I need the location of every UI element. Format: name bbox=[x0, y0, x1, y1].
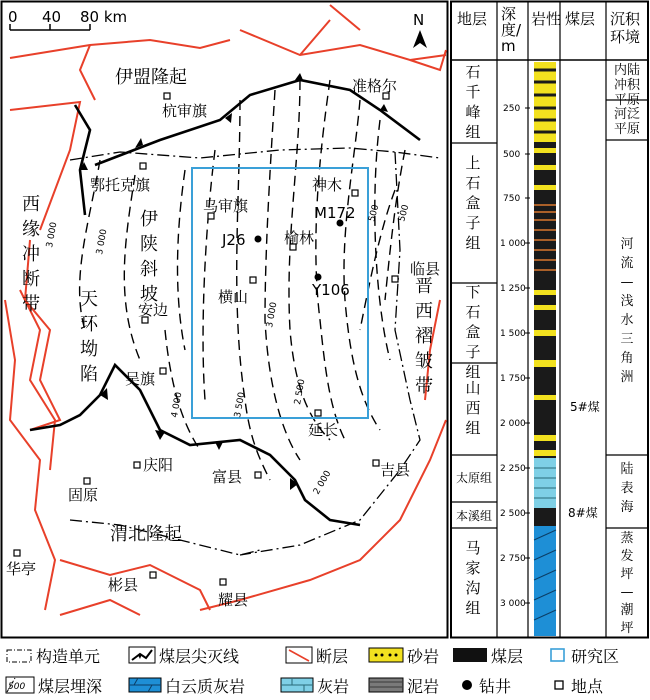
env-epeiric-sea: 陆表海 bbox=[620, 462, 634, 515]
well-m172: M172 bbox=[314, 204, 356, 222]
sandstone-icon bbox=[368, 647, 404, 663]
burial-depth-icon bbox=[5, 676, 35, 694]
svg-text:神木: 神木 bbox=[312, 176, 343, 194]
svg-text:吉县: 吉县 bbox=[380, 461, 411, 479]
svg-text:1 000: 1 000 bbox=[500, 239, 526, 249]
well-icon bbox=[458, 676, 476, 694]
legend-place: 地点 bbox=[550, 674, 603, 696]
svg-text:250: 250 bbox=[503, 104, 521, 114]
depth-tick-labels bbox=[500, 104, 526, 609]
svg-text:安边: 安边 bbox=[138, 301, 169, 319]
svg-text:500: 500 bbox=[367, 203, 382, 223]
svg-text:1 750: 1 750 bbox=[500, 374, 526, 384]
well-j26: J26 bbox=[222, 231, 246, 249]
formation-shanxi: 山西组 bbox=[465, 379, 481, 437]
region-jinxi bbox=[415, 276, 433, 397]
scale-mid: 40 bbox=[42, 8, 62, 26]
svg-text:500: 500 bbox=[503, 150, 521, 160]
coal-seam-5: 5#煤 bbox=[570, 400, 600, 414]
svg-text:鄂托克旗: 鄂托克旗 bbox=[90, 176, 151, 194]
env-evaporite: 蒸发坪—潮坪 bbox=[620, 531, 634, 636]
svg-text:2 500: 2 500 bbox=[293, 378, 308, 406]
place-labels bbox=[6, 77, 440, 609]
region-xiyuan bbox=[22, 194, 40, 315]
svg-text:环: 环 bbox=[80, 314, 98, 335]
fault-lines bbox=[5, 5, 446, 615]
svg-text:2 500: 2 500 bbox=[500, 509, 526, 519]
fault-icon bbox=[285, 646, 313, 664]
dolomite-icon bbox=[128, 677, 162, 693]
svg-text:2 000: 2 000 bbox=[500, 419, 526, 429]
scale-end: 80 km bbox=[80, 8, 128, 26]
svg-text:3 500: 3 500 bbox=[233, 391, 248, 419]
legend-limestone: 灰岩 bbox=[280, 674, 349, 696]
env-floodplain: 河泛平原 bbox=[613, 107, 640, 137]
svg-text:N: N bbox=[413, 11, 425, 29]
legend-fault: 断层 bbox=[285, 644, 348, 666]
svg-text:皱: 皱 bbox=[415, 351, 433, 372]
contour-lines bbox=[80, 80, 405, 480]
legend-row-2 bbox=[0, 670, 650, 700]
svg-text:3 000: 3 000 bbox=[265, 301, 280, 329]
svg-text:华亭: 华亭 bbox=[6, 560, 37, 578]
scale-zero: 0 bbox=[8, 8, 18, 26]
svg-text:断: 断 bbox=[22, 269, 40, 290]
study-area-icon bbox=[548, 646, 568, 664]
svg-text:西: 西 bbox=[22, 194, 40, 215]
legend-mudstone: 泥岩 bbox=[368, 674, 439, 696]
svg-text:3 000: 3 000 bbox=[45, 221, 60, 249]
formation-taiyuan: 太原组 bbox=[455, 471, 492, 485]
svg-text:2 750: 2 750 bbox=[500, 554, 526, 564]
header-lithology: 岩性 bbox=[531, 10, 562, 28]
svg-text:带: 带 bbox=[415, 376, 433, 397]
svg-text:斜: 斜 bbox=[140, 259, 158, 280]
svg-text:固原: 固原 bbox=[68, 486, 99, 504]
legend-tectonic: 构造单元 bbox=[5, 644, 100, 666]
svg-text:500: 500 bbox=[8, 682, 26, 692]
svg-text:庆阳: 庆阳 bbox=[143, 456, 174, 474]
place-markers bbox=[14, 93, 398, 585]
svg-text:3 000: 3 000 bbox=[500, 599, 526, 609]
well-y106: Y106 bbox=[312, 281, 350, 299]
region-weibei: 渭北隆起 bbox=[110, 524, 182, 545]
header-depth: 深度/m bbox=[501, 5, 522, 55]
legend-sandstone: 砂岩 bbox=[368, 644, 439, 666]
column-headers bbox=[451, 4, 648, 58]
svg-text:500: 500 bbox=[397, 203, 412, 223]
svg-text:4 000: 4 000 bbox=[170, 391, 185, 419]
map-frame bbox=[2, 2, 448, 638]
svg-text:榆林: 榆林 bbox=[284, 229, 315, 247]
mudstone-icon bbox=[368, 677, 404, 693]
region-tianhuan bbox=[80, 289, 99, 385]
svg-text:1 500: 1 500 bbox=[500, 329, 526, 339]
legend-coal: 煤层 bbox=[452, 644, 523, 666]
svg-text:乌审旗: 乌审旗 bbox=[203, 197, 249, 215]
coal-icon bbox=[452, 647, 488, 663]
region-yimeng: 伊盟隆起 bbox=[115, 67, 187, 88]
legend-depth: 500 煤层埋深 bbox=[5, 674, 102, 696]
legend-pinchout: 煤层尖灭线 bbox=[128, 644, 239, 666]
svg-text:坳: 坳 bbox=[80, 339, 98, 360]
svg-text:3 000: 3 000 bbox=[95, 228, 110, 256]
env-delta: 河流—浅水三角洲 bbox=[620, 237, 634, 385]
svg-text:西: 西 bbox=[415, 301, 433, 322]
svg-text:缘: 缘 bbox=[22, 219, 40, 240]
header-coal: 煤层 bbox=[565, 10, 596, 28]
svg-text:准格尔: 准格尔 bbox=[352, 77, 398, 95]
svg-text:1 250: 1 250 bbox=[500, 284, 526, 294]
svg-text:天: 天 bbox=[80, 289, 98, 310]
place-icon bbox=[550, 676, 568, 694]
formation-shiqianfeng: 石千峰组 bbox=[465, 63, 481, 141]
formation-benxi: 本溪组 bbox=[455, 509, 492, 523]
limestone-icon bbox=[280, 677, 314, 693]
region-yishan bbox=[140, 209, 158, 305]
svg-text:2 250: 2 250 bbox=[500, 464, 526, 474]
svg-text:陷: 陷 bbox=[80, 364, 98, 385]
svg-text:褶: 褶 bbox=[415, 326, 433, 347]
header-environment: 沉积环境 bbox=[610, 10, 641, 46]
legend-row-1 bbox=[0, 640, 650, 670]
svg-text:750: 750 bbox=[503, 194, 521, 204]
svg-text:带: 带 bbox=[22, 294, 40, 315]
svg-text:陕: 陕 bbox=[140, 234, 158, 255]
north-arrow-icon bbox=[413, 11, 427, 48]
legend-well: 钻井 bbox=[458, 674, 511, 696]
svg-text:耀县: 耀县 bbox=[218, 591, 249, 609]
pinch-out-icon bbox=[128, 646, 156, 664]
lithology-bar bbox=[534, 62, 556, 636]
svg-text:延长: 延长 bbox=[308, 421, 339, 439]
tectonic-unit-icon bbox=[5, 646, 33, 664]
scale-bar bbox=[8, 8, 127, 30]
svg-text:伊: 伊 bbox=[140, 209, 158, 230]
svg-text:吴旗: 吴旗 bbox=[125, 370, 156, 388]
svg-text:坡: 坡 bbox=[140, 284, 158, 305]
coal-seam-8: 8#煤 bbox=[568, 506, 598, 520]
header-formation: 地层 bbox=[457, 10, 488, 28]
svg-text:杭审旗: 杭审旗 bbox=[162, 102, 208, 120]
svg-text:彬县: 彬县 bbox=[108, 576, 139, 594]
svg-text:横山: 横山 bbox=[218, 288, 249, 306]
svg-text:晋: 晋 bbox=[415, 276, 433, 297]
legend-study-area: 研究区 bbox=[548, 644, 619, 666]
tectonic-boundary bbox=[70, 148, 440, 555]
svg-text:富县: 富县 bbox=[212, 468, 243, 486]
svg-text:冲: 冲 bbox=[22, 244, 40, 265]
svg-text:2 000: 2 000 bbox=[311, 469, 334, 497]
formation-majiagou: 马家沟组 bbox=[465, 539, 481, 617]
formation-upper-shihezi: 上石盒子组 bbox=[465, 154, 481, 252]
formation-lower-shihezi: 下石盒子组 bbox=[465, 283, 481, 381]
env-alluvial: 内陆冲积平原 bbox=[613, 63, 640, 108]
legend-dolomite: 白云质灰岩 bbox=[128, 674, 245, 696]
svg-text:临县: 临县 bbox=[410, 260, 441, 278]
